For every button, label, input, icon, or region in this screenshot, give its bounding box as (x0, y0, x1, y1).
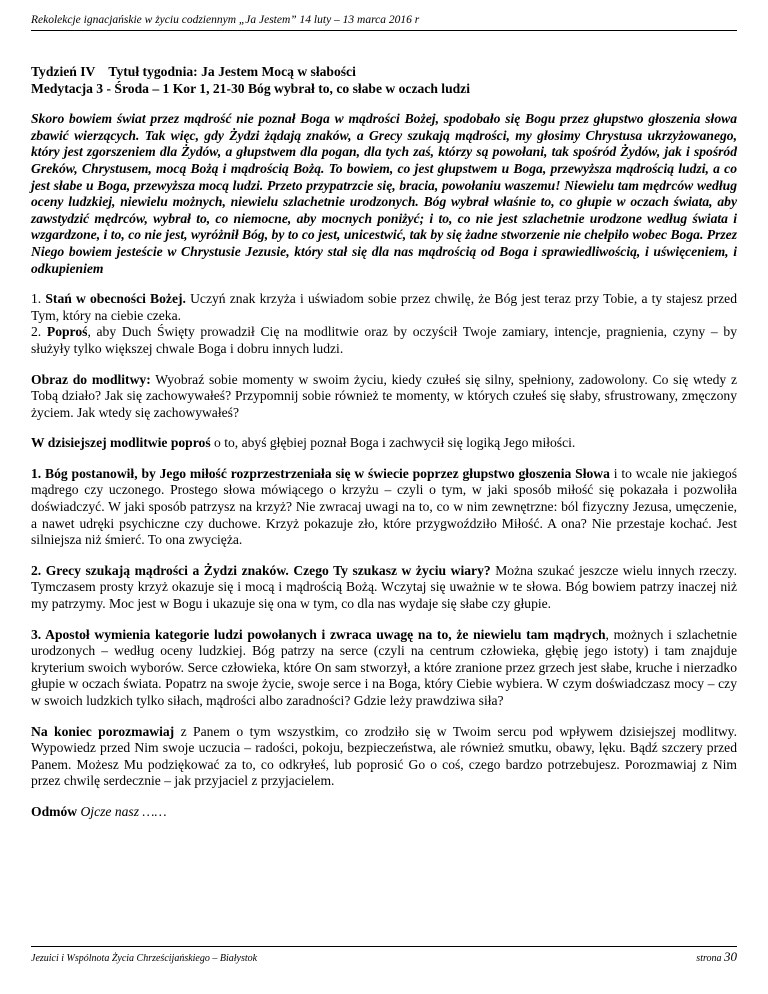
step-2: 2. Poproś, aby Duch Święty prowadził Cię na modlitwie oraz by oczyścił Twoje zamiary, intencje, pragnienia, czyny – by służyły tylko większej chwale Boga i dobru innych ludzi. (31, 324, 738, 356)
closing-conversation: Na koniec porozmawiaj z Panem o tym wszystkim, co zrodziło się w Twoim sercu pod wpływem dzisiejszej modlitwy. Wypowiedz przed Nim swoje uczucia – radości, pokoju, bezpieczeństwa, ale również smutku, obawy, lęku. Bądź szczery przed Panem. Możesz Mu podziękować za to, co odkryłeś, lub poprosić Go o coś, czego bardzo potrzebujesz. Porozmawiaj z Nim przez chwilę serdecznie – jak przyjaciel z przyjacielem. (31, 723, 737, 789)
steps-block (31, 291, 737, 357)
week-title: Tydzień IV Tytuł tygodnia: Ja Jestem Mocą w słabości (31, 64, 356, 79)
step-1: 1. Stań w obecności Bożej. Uczyń znak krzyża i uświadom sobie przez chwilę, że Bóg jest teraz przy Tobie, a ty stajesz przed Tym, który na ciebie czeka. (31, 291, 738, 323)
prayer-request: W dzisiejszej modlitwie poproś o to, abyś głębiej poznał Boga i zachwycił się logiką Jego miłości. (31, 435, 576, 451)
footer-organization: Jezuici i Wspólnota Życia Chrześcijańskiego – Białystok (31, 953, 258, 964)
page-content (31, 64, 737, 835)
meditation-subtitle: Medytacja 3 - Środa – 1 Kor 1, 21-30 Bóg wybrał to, co słabe w oczach ludzi (31, 80, 470, 96)
closing-prayer: Odmów Ojcze nasz …… (31, 803, 167, 819)
page-number: strona 30 (696, 949, 737, 964)
scripture-passage: Skoro bowiem świat przez mądrość nie poznał Boga w mądrości Bożej, spodobało się Bogu przez głupstwo głoszenia słowa zbawić wierzących. Tak więc, gdy Żydzi żądają znaków, a Grecy szukają mądrości, my głosimy Chrystusa ukrzyżowanego, który jest zgorszeniem dla Żydów, a głupstwem dla pogan, dla tych zaś, którzy są powołani, tak spośród Żydów, jak i spośród Greków, Chrystusem, mocą Bożą i mądrością Bożą. To bowiem, co jest głupstwem u Boga, przewyższa mądrością ludzi, a co jest słabe u Boga, przewyższa mocą ludzi. Przeto przypatrzcie się, bracia, powołaniu waszemu! Niewielu tam mędrców według oceny ludzkiej, niewielu możnych, niewielu szlachetnie urodzonych. Bóg wybrał właśnie to, co głupie w oczach świata, aby zawstydzić mędrców, wybrał to, co niemocne, aby mocnych poniżyć; i to, co nie jest szlachetnie urodzone według świata i wzgardzone, i to, co nie jest, wyróżnił Bóg, by to co jest, unicestwić, tak by się żadne stworzenie nie chełpiło wobec Boga. Przez Niego bowiem jesteście w Chrystusie Jezusie, który stał się dla nas mądrością od Boga i sprawiedliwością, i uświęceniem, i odkupieniem (31, 111, 737, 276)
prayer-image: Obraz do modlitwy: Wyobraź sobie momenty w swoim życiu, kiedy czułeś się silny, spełniony, zadowolony. Co się wtedy z Tobą działo? Jak się zachowywałeś? Przypomnij sobie również te momenty, w których czułeś się słaby, sfrustrowany, zmęczony życiem. Jak wtedy się zachowywałeś? (31, 371, 737, 420)
point-3: 3. Apostoł wymienia kategorie ludzi powołanych i zwraca uwagę na to, że niewielu tam mądrych, możnych i szlachetnie urodzonych – według oceny ludzkiej. Bóg patrzy na serce (czyli na centrum człowieka, głębię jego istoty) i tam znajduje kryterium swoich wyborów. Serce człowieka, które On sam stworzył, a które zranione przez grzech jest słabe, kruche i nierzadko głupie w oczach świata. Popatrz na swoje życie, swoje serce i na Boga, który Ciebie wybiera. W czym doświadczasz mocy – czy w swoich ludzkich tylko siłach, mądrości albo zaradności? Gdzie leży prawdziwa siła? (31, 626, 737, 708)
page-header: Rekolekcje ignacjańskie w życiu codziennym „Ja Jestem” 14 luty – 13 marca 2016 r (31, 14, 737, 31)
point-1: 1. Bóg postanowił, by Jego miłość rozprzestrzeniała się w świecie poprzez głupstwo głoszenia Słowa i to wcale nie jakiegoś mądrego czy uczonego. Prostego słowa mówiącego o krzyżu – czyli o tym, w jaki sposób miłość się pokazała i pozwoliła doświadczyć. W jaki sposób patrzysz na krzyż? Nie zwracaj uwagi na to, co w nim zewnętrzne: ból fizyczny Jezusa, umęczenie, a nawet udręki psychiczne czy duchowe. Krzyż pokazuje zło, które przygwoździło Miłość. A ona? Nie przestaje kochać. Jest silniejsza niż śmierć. To ona zwycięża. (31, 465, 737, 548)
meditation-title (31, 64, 737, 97)
point-2: 2. Grecy szukają mądrości a Żydzi znaków. Czego Ty szukasz w życiu wiary? Można szukać jeszcze wielu innych rzeczy. Tymczasem prosty krzyż okazuje się i mocą i mądrością Bożą. Wczytaj się uważnie w te słowa. Bóg bowiem patrzy inaczej niż my patrzymy. Moc jest w Bogu i ukazuje się ona w tym, co dla nas wydaje się słabe czy głupie. (31, 562, 737, 612)
page-footer (31, 946, 737, 964)
